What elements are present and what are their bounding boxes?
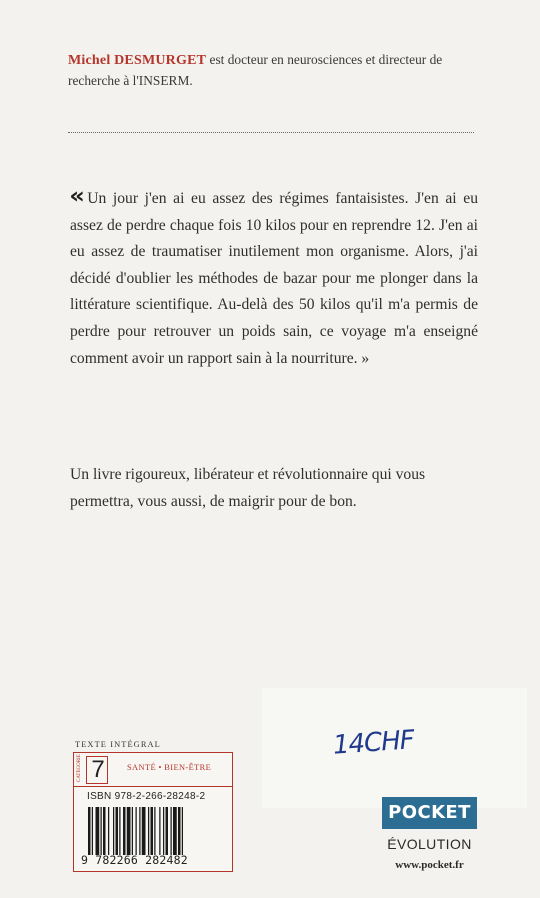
category-row: [74, 753, 232, 787]
category-label: SANTÉ • BIEN-ÊTRE: [127, 763, 212, 772]
opening-quote-mark: «: [69, 184, 85, 209]
blurb-quote-text: Un jour j'en ai eu assez des régimes fantaisistes. J'en ai eu assez de perdre chaque fois 10 kilos pour en reprendre 12. J'en ai eu assez de traumatiser inutilement mon organisme. Alors, j'ai décidé d'oublier les méthodes de bazar pour me plonger dans la littérature scientifique. Au-delà des 50 kilos qu'il m'a permis de perdre pour retrouver un poids sain, ce voyage m'a enseigné comment avoir un rapport sain à la nourriture. »: [70, 190, 478, 367]
publisher-url: www.pocket.fr: [395, 859, 464, 871]
pocket-logo: POCKET: [382, 797, 477, 829]
barcode: [88, 807, 220, 855]
category-side-label: CATÉGORIE: [77, 754, 82, 782]
category-box: [73, 752, 233, 872]
category-number: 7: [91, 756, 105, 783]
barcode-digits: 9 782266 282482: [81, 853, 188, 867]
integral-text-label: TEXTE INTÉGRAL: [75, 740, 161, 749]
author-bio-text: est docteur en neurosciences et directeur de recherche à l'INSERM.: [68, 52, 443, 88]
author-bio: [68, 50, 488, 91]
blurb-summary: Un livre rigoureux, libérateur et révolutionnaire qui vous permettra, vous aussi, de maigrir pour de bon.: [70, 466, 426, 510]
collection-name: ÉVOLUTION: [387, 836, 472, 852]
dotted-divider: [68, 132, 474, 133]
author-name: Michel DESMURGET: [68, 53, 207, 68]
isbn: ISBN 978-2-266-28248-2: [87, 791, 206, 802]
handwritten-price: 14CHF: [332, 725, 415, 761]
blurb-quote: [70, 186, 478, 372]
